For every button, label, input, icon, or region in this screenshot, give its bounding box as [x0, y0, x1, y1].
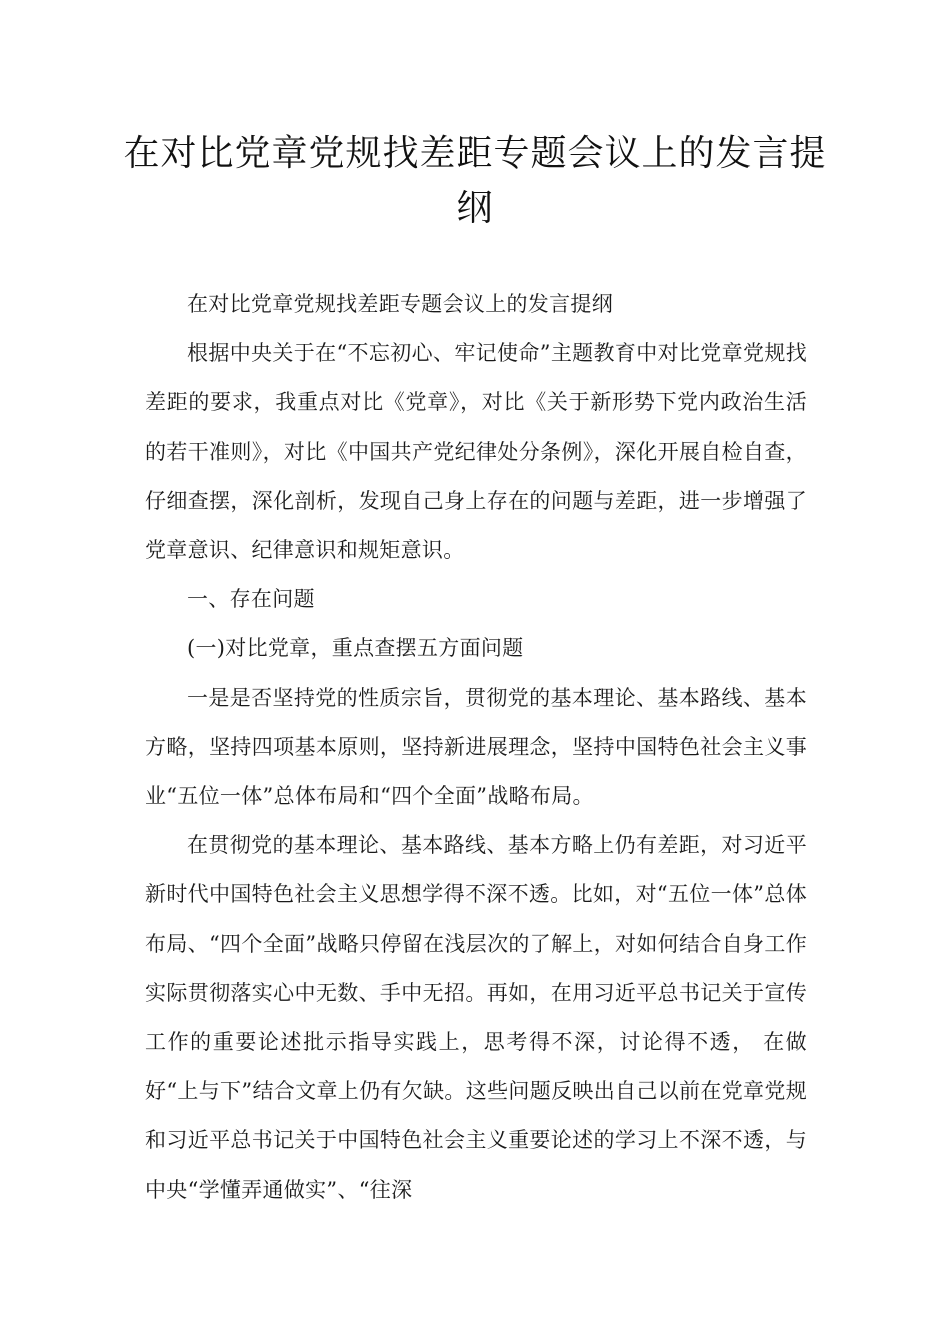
document-body: [145, 280, 807, 1215]
paragraph-point-one: 一是是否坚持党的性质宗旨，贯彻党的基本理论、基本路线、基本方略，坚持四项基本原则，坚持新进展理念，坚持中国特色社会主义事业“五位一体”总体布局和“四个全面”战略布局。: [145, 685, 807, 809]
document-title: 在对比党章党规找差距专题会议上的发言提纲: [123, 133, 827, 229]
paragraph-intro: 根据中央关于在“不忘初心、牢记使命”主题教育中对比党章党规找差距的要求，我重点对比《党章》，对比《关于新形势下党内政治生活的若干准则》，对比《中国共产党纪律处分条例》，深化开展自检自查，仔细查摆，深化剖析，发现自己身上存在的问题与差距，进一步增强了党章意识、纪律意识和规矩意识。: [145, 341, 807, 563]
paragraph-subtitle: 在对比党章党规找差距专题会议上的发言提纲: [187, 292, 613, 316]
paragraph-analysis: 在贯彻党的基本理论、基本路线、基本方略上仍有差距，对习近平新时代中国特色社会主义思想学得不深不透。比如，对“五位一体”总体布局、“四个全面”战略只停留在浅层次的了解上，对如何结合自身工作实际贯彻落实心中无数、手中无招。再如，在用习近平总书记关于宣传工作的重要论述批示指导实践上，思考得不深，讨论得不透， 在做好“上与下”结合文章上仍有欠缺。这些问题反映出自己以前在党章党规和习近平总书记关于中国特色社会主义重要论述的学习上不深不透，与中央“学懂弄通做实”、“往深: [145, 833, 807, 1202]
section-heading: 一、存在问题: [187, 587, 315, 612]
subsection-heading: (一)对比党章，重点查摆五方面问题: [187, 636, 524, 661]
